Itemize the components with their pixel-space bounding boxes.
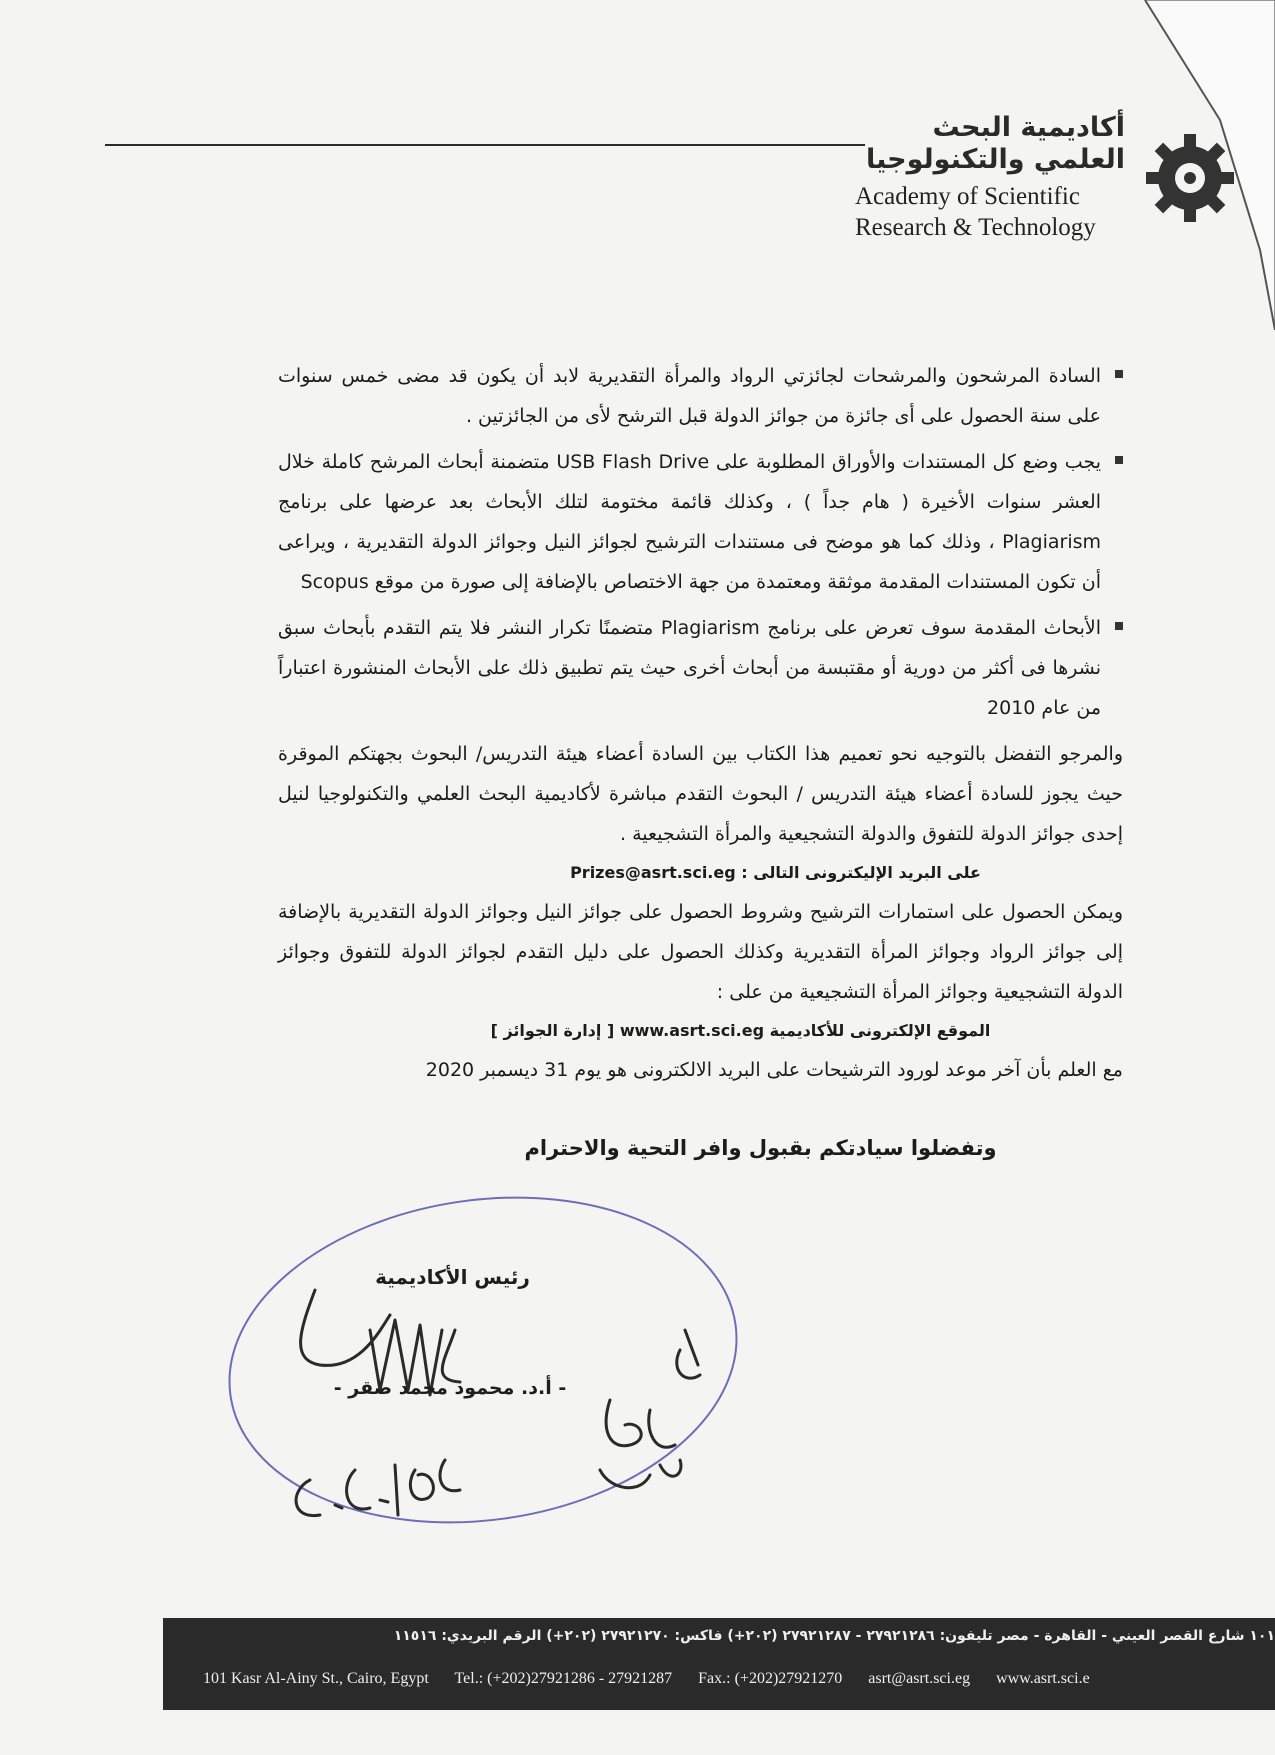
paragraph: والمرجو التفضل بالتوجيه نحو تعميم هذا الكتاب بين السادة أعضاء هيئة التدريس/ البحوث بجهتكم الموقرة حيث يجوز للسادة أعضاء هيئة التدريس / البحوث التقدم مباشرة لأكاديمية البحث العلمي والتكنولوجيا لنيل إحدى جوائز الدولة للتفوق والدولة التشجيعية والمرأة التشجيعية .	[278, 743, 1123, 845]
footer-email: asrt@asrt.sci.eg	[868, 1670, 971, 1687]
footer-address: 101 Kasr Al-Ainy St., Cairo, Egypt	[203, 1670, 429, 1687]
header-rule	[105, 144, 865, 146]
footer-tel: Tel.: (+202)27921286 - 27921287	[454, 1670, 673, 1687]
website-line: الموقع الإلكترونى للأكاديمية www.asrt.sci.eg [ إدارة الجوائز ]	[490, 1021, 991, 1040]
signature-name: - أ.د. محمود محمد صقر -	[333, 1377, 567, 1399]
email-line: على البريد الإليكترونى التالى : Prizes@asrt.sci.eg	[570, 863, 981, 882]
deadline-line: مع العلم بأن آخر موعد لورود الترشيحات على البريد الالكترونى هو يوم 31 ديسمبر 2020	[425, 1059, 1123, 1081]
letter-body	[278, 356, 1123, 1189]
footer-arabic-contact: ١٠١ شارع القصر العيني - القاهرة - مصر تليفون: ٢٧٩٢١٢٨٦ - ٢٧٩٢١٢٨٧ (٢٠٢+) فاكس: ٢٧٩٢١٢٧٠ (٢٠٢+) الرقم البريدي: ١١٥١٦	[393, 1628, 1275, 1644]
bullet-item: الأبحاث المقدمة سوف تعرض على برنامج Plagiarism متضمنًا تكرار النشر فلا يتم التقدم بأبحاث سبق نشرها فى أكثر من دورية أو مقتبسة من أبحاث أخرى حيث يتم تطبيق ذلك على الأبحاث المنشورة اعتباراً من عام 2010	[278, 608, 1123, 728]
logo-ar-line1: أكاديمية البحث	[932, 112, 1125, 143]
logo-en-line1: Academy of Scientific	[855, 183, 1080, 210]
logo-ar-line2: العلمي والتكنولوجيا	[865, 144, 1125, 175]
bullet-item: يجب وضع كل المستندات والأوراق المطلوبة على USB Flash Drive متضمنة أبحاث المرشح كاملة خلال العشر سنوات الأخيرة ( هام جداً ) ، وكذلك قائمة مختومة لتلك الأبحاث بعد عرضها على برنامج Plagiarism ، وذلك كما هو موضح فى مستندات الترشيح لجوائز النيل وجوائز الدولة التقديرية ، ويراعى أن تكون المستندات المقدمة موثقة ومعتمدة من جهة الاختصاص بالإضافة إلى صورة من موقع Scopus	[278, 442, 1123, 602]
footer-fax: Fax.: (+202)27921270	[698, 1670, 843, 1687]
footer-bar	[163, 1618, 1275, 1710]
gear-logo-icon	[1140, 128, 1240, 228]
handwritten-signature	[230, 1270, 730, 1570]
signature-title: رئيس الأكاديمية	[375, 1265, 530, 1289]
logo-text-english	[855, 181, 1125, 243]
logo-en-line2: Research & Technology	[855, 214, 1096, 241]
footer-english-contact	[203, 1670, 1112, 1688]
logo-text-arabic	[845, 112, 1125, 176]
closing-line: وتفضلوا سيادتكم بقبول وافر التحية والاحترام	[524, 1136, 997, 1160]
bullet-item: السادة المرشحون والمرشحات لجائزتي الرواد والمرأة التقديرية لابد أن يكون قد مضى خمس سنوات على سنة الحصول على أى جائزة من جوائز الدولة قبل الترشح لأى من الجائزتين .	[278, 356, 1123, 436]
paragraph: ويمكن الحصول على استمارات الترشيح وشروط الحصول على جوائز النيل وجوائز الدولة التقديرية بالإضافة إلى جوائز الرواد وجوائز المرأة التقديرية وكذلك الحصول على دليل التقدم لجوائز الدولة للتفوق وجوائز الدولة التشجيعية وجوائز المرأة التشجيعية من على :	[278, 901, 1123, 1003]
footer-web: www.asrt.sci.e	[996, 1670, 1090, 1687]
